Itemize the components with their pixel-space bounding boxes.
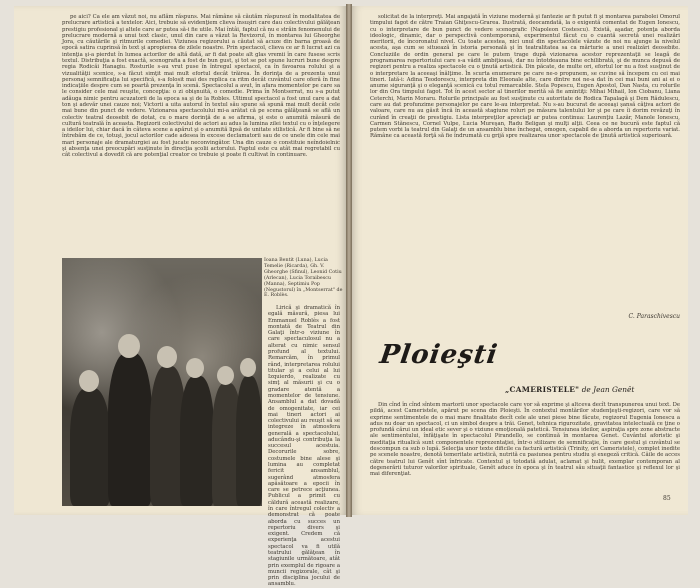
author-signature: C. Paraschivescu	[628, 313, 680, 320]
left-article-text-bottom	[268, 305, 340, 588]
photo-caption	[264, 258, 344, 299]
left-paragraph-bottom: Lirică şi dramatică în egală măsură, piesa lui Emmanuel Roblès a fost montată de Teatrul din Galaţi într-o viziune în care spectaculosul nu a alterat cu nimic sensul profund al textului. Remarcăm, în primul rând, interpretarea rolului titular şi a celui al lui Izquierdo, realizate cu simţ al măsurii şi cu o gradare atentă a momentelor de tensiune. Ansamblul a dat dovadă de omogenitate, iar cei mai tineri actori ai colectivului au reuşit să se integreze în atmosfera generală a spectacolului, aducându-şi contribuţia la succesul acestuia. Decorurile sobre, costumele bine alese şi lumina au completat fericit ansamblul, sugerând atmosfera apăsătoare a epocii în care se petrece acţiunea. Publicul a primit cu căldură această realizare, în care întregul colectiv a demonstrat că poate aborda cu succes un repertoriu divers şi exigent. Credem că experienţa acestui spectacol va fi utilă teatrului gălăţean în stagiunile următoare, atât prin exemplul de rigoare a muncii regizorale, cât şi prin disciplina jocului de ansamblu.	[268, 305, 340, 588]
left-article-text-top	[62, 14, 340, 252]
play-scene-photo	[62, 258, 262, 506]
page-number: 85	[663, 495, 671, 502]
play-author: de Jean Genêt	[581, 385, 635, 394]
right-paragraph-top: solicitat de la interpreţi. Mai angajată în viziune modernă şi fantezie ar fi putut fi şi montarea parabolei Omorul timpului fagot de către Traian Ghiţescu-Grarea. Ilustrată, deocamdată, la o exigentă comentat de Eugen Ionescu, cu o interpretare de bun punct de vedere scenografic (Napoleon Costescu). Există, aşadar, potenţa aborda ideologic, dinamic, dar o perspectivă contemporană, experimentul făcut cu o cuantă secretă unei realizări meritorii, de încoronatul nivel. Cu toate acestea, nici unul din spectacolele văzute de noi nu ajunge la nivelul acesta, aşa cum se situează în istoria personală şi în teatralitatea sa ca mărturie a unei realizări deosebite. Concluziile de ordin general pe care le putem trage după vizionarea acestor reprezentaţii se leagă de programarea repertoriului care s-a vădit ambiţioasă, dar nu întotdeauna bine echilibrată, şi de munca depusă de regizori pentru a realiza spectacole cu o ţinută artistică. Din păcate, de multe ori, efortul lor nu a fost susţinut de o interpretare la aceeaşi înălţime. În scurta enumerare pe care ne-o propunem, se cuvine să începem cu cei mai tineri. Iată-i: Adina Teodorescu, interpreta din Eleonale alte, care dintre noi ne-a dat în cei mai buni ani ai ei o anume siguranţă şi o eleganţă scenică cu totul remarcabile. Stela Popescu, Eugen Apostol, Dan Nasta, cu rolurile lor din Ora timpului fagot. Tot în acest sector al tinerilor merită să fie amintiţi: Mihai Mihail, Ion Ciobanu, Liana Ceterchi, Marin Moraru. Rolurile principale au fost susţinute cu autoritate de Rodica Tapalagă şi Dem Rădulescu, care au dat profunzime personajelor pe care le-au interpretat. Nu s-au bucurat de aceeaşi şansă câţiva actori de valoare, care nu au găsit încă în această stagiune roluri pe măsura talentului lor şi pe care îi dorim revăzuţi în curând în creaţii de prestigiu. Lista interpreţilor apreciaţi ar putea continua: Laurenţiu Lazăr, Manole Ionescu, Carmen Stănescu, Cornel Vulpe, Lucia Mureşan, Radu Beligan şi mulţi alţii. Ceea ce ne bucură este faptul că putem vorbi la teatrul din Galaţi de un ansamblu bine închegat, omogen, capabil de a aborda un repertoriu variat. Rămâne ca această forţă să fie îndrumată cu grijă spre realizarea unor spectacole de ţinută artistică superioară.	[370, 14, 680, 140]
page-gutter	[346, 4, 352, 517]
right-paragraph-bottom: Din cînd în cînd sîntem martorii unor spectacole care vor să exprime şi altceva decît transpunerea unui text. De pildă, acest Cameristele, apărut pe scena din Ploieşti. În contextul montărilor studenţeşti-regizori, care vor să exprime sentimentele de o mai mare finalitate decît cele ale unei piese bine făcute, regizorul Eugenia Ionescu a adus nu doar un spectacol, ci un simbol despre a trăi. Genet, tehnica rigurozitate, gravitatea intelectuală ce ţine o profundă cărui un ideal etic sever şi o viziune emoţională patetică. Tensiunea ideilor, aspiraţia spre zone abstracte ale sentimentului, înfăţişate în spectacolul Pirandello, se continuă în montarea Genet. Cuvântul aforistic şi meditaţia ritualică sunt componentele reprezentaţiei, într-o stilizare de semnificaţie, în care gestul şi cuvântul se descompun ca sub o lupă. Selecţia unor texte dificile ca factură artistică (Trinity, ori Cameristele), complet inedite pe scenele noastre, denotă temeritate artistică, nutrită cu pasiunea pentru studiu şi exegeză critică. Căile de acces către teatrul lui Genêt sînt înfricate. Contextul şi totodată adulat, aclamat şi hulit, exemplar contemporan al degenerării tuturor valorilor spirituale, Genêt aduce în epoca şi în teatrul său situaţii fantastice şi reflexul lor şi mai diferenţiat.	[370, 402, 680, 478]
photo-caption-text: Ioana Bentit (Luna), Lucia Temelie (Ricarda), Gh. V. Gheorghe (Sfinul), Leonid Cotiu (Arlecan), Lucia Toraibescu (Manna), Septimiu Pop (Negustorul) în „Montserrat" de E. Roblès.	[264, 258, 343, 299]
right-article-text-top	[370, 14, 680, 310]
section-title-city: Ploieşti	[377, 340, 500, 370]
play-name: „CAMERISTELE"	[505, 385, 580, 394]
right-article-text-bottom	[370, 402, 680, 492]
left-paragraph-top: pe aici? Ca ele am văzut noi, nu aflăm răspuns. Mai rămâne să căutăm răspunsul în modalitatea de prelucrare artistică a textelor. Aici, trebuie să evidenţiem clieva însuşiri care dau colectivului gălăţean prestigiu profesional şi altele care ar putea să-i fie utile. Mai întâi, faptul că nu e străin fenomenului de prelucrare modernă a unui text clasic, unul din care a văzut la Revizorul, în montarea lui Gheorghe Jora, cu căutările şi ritmurile comediei. Viziunea regizorului a căutat să acuze din barna groasă de epocă satira cuprinsă în text şi apropierea de zilele noastre. Prin spectacol, clieva ce ar fi lucrat azi ca intenţia şi-a pierdut în lumea actorilor de altă dată, ar fi dat poate alt glas vremii în care fusese scris textul. Distribuţia a fost exactă, scenografia a fost de bun gust, şi tot se pot spune lucruri bune despre regia Rodicăi Hanagiu. Rosturile s-au vrut puse în întregul spectacol, ca în favoarea rolului şi a vizualităţii scenice, s-a făcut simţit mai mult efortul decât trăirea. În dorinţa de a prezenta unui personaj semnificaţia lui specifică, s-a folosit mai des replica ca ritm decât cuvântul care oferă în fine indicaţiile despre cum se poartă prezenţa în scenă. Spectacolul a avut, în afara momentelor pe care sa le consider cele mai reuşite, concepţia: o zi obişnuită, o comedie. Prima în Montserrat, nu s-a putut adăuga nimic pentru acuzatorii de la epoca sa şi de la Robles. Ultimul spectacol a fost unul care a dat ton şi adevăr unei cauze noi; Victorii a uita autorul în textul său spune să spună mai mult decât cele mai bune din punct de vedere. Vizionarea spectacolului mi-a arătat că pe scena gălăţeană se află un colectiv teatral deosebit de dotat, cu o mare dorinţă de a se afirma, şi este o anumită măsură de cultură teatrală în aceasta. Regizorii colectivului de actori au adus la lumina zilei textul cu o înţelegere a ideilor lui, chiar dacă în câteva scene a apărut şi o anumită lipsă de unitate stilistică. Ar fi bine să ne întrebăm de ce, totuşi, jocul actorilor cade adesea în excese declamatorii sau de ce unele din cele mai mari personaje ale dramaturgiei au fost jucate neconvingător. Una din cauze o constituie neîndoielnic şi absenţa unei preocupări susţinute în direcţia şcolii actorului. Faptul este cu atât mai regretabil cu cât colectivul a dovedit că are potenţial creator ce trebuie şi poate fi cultivat în continuare.	[62, 14, 340, 159]
play-title	[505, 385, 634, 394]
